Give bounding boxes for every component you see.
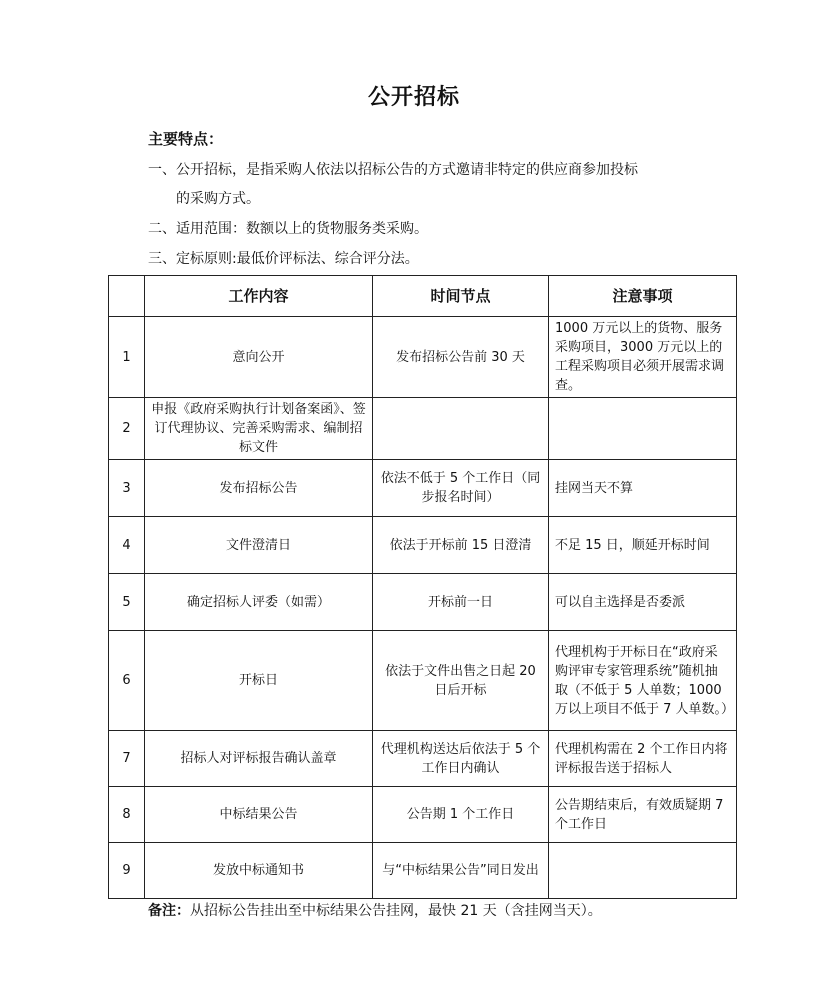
- row-note: 挂网当天不算: [549, 460, 737, 517]
- table-row: [109, 631, 737, 731]
- row-work: 发放中标通知书: [145, 843, 373, 899]
- header-time: 时间节点: [373, 276, 549, 317]
- row-number: 4: [109, 517, 145, 574]
- header-index: [109, 276, 145, 317]
- row-note: 可以自主选择是否委派: [549, 574, 737, 631]
- row-work: 发布招标公告: [145, 460, 373, 517]
- table-row: [109, 731, 737, 787]
- remark: [148, 900, 602, 920]
- row-number: 7: [109, 731, 145, 787]
- table-row: [109, 843, 737, 899]
- row-number: 1: [109, 317, 145, 398]
- row-note: 不足 15 日，顺延开标时间: [549, 517, 737, 574]
- table-row: [109, 317, 737, 398]
- page-title: 公开招标: [367, 85, 460, 110]
- row-note: [549, 398, 737, 460]
- header-work: 工作内容: [145, 276, 373, 317]
- row-number: 6: [109, 631, 145, 731]
- row-note: 代理机构于开标日在“政府采购评审专家管理系统”随机抽取（不低于 5 人单数；1000 万以上项目不低于 7 人单数。）: [549, 631, 737, 731]
- row-number: 2: [109, 398, 145, 460]
- table-row: [109, 398, 737, 460]
- point-1-line-1: 一、公开招标，是指采购人依法以招标公告的方式邀请非特定的供应商参加投标: [148, 162, 638, 178]
- point-3: 三、定标原则:最低价评标法、综合评分法。: [148, 251, 419, 267]
- table-row: [109, 460, 737, 517]
- row-work: 招标人对评标报告确认盖章: [145, 731, 373, 787]
- row-note: 1000 万元以上的货物、服务采购项目，3000 万元以上的工程采购项目必须开展需求调查。: [549, 317, 737, 398]
- row-note: 公告期结束后，有效质疑期 7 个工作日: [549, 787, 737, 843]
- row-work: 意向公开: [145, 317, 373, 398]
- remark-text: 从招标公告挂出至中标结果公告挂网，最快 21 天（含挂网当天）。: [190, 903, 602, 919]
- row-time: 开标前一日: [373, 574, 549, 631]
- table-row: [109, 787, 737, 843]
- row-time: 依法于文件出售之日起 20 日后开标: [373, 631, 549, 731]
- row-time: 依法于开标前 15 日澄清: [373, 517, 549, 574]
- process-table: [108, 275, 737, 899]
- point-2: 二、适用范围：数额以上的货物服务类采购。: [148, 221, 428, 237]
- row-number: 5: [109, 574, 145, 631]
- remark-label: 备注：: [148, 903, 190, 919]
- row-number: 3: [109, 460, 145, 517]
- table-header-row: [109, 276, 737, 317]
- row-number: 9: [109, 843, 145, 899]
- row-work: 中标结果公告: [145, 787, 373, 843]
- row-time: 依法不低于 5 个工作日（同步报名时间）: [373, 460, 549, 517]
- table-row: [109, 574, 737, 631]
- section-heading: 主要特点：: [148, 130, 224, 148]
- header-note: 注意事项: [549, 276, 737, 317]
- row-time: 公告期 1 个工作日: [373, 787, 549, 843]
- row-time: [373, 398, 549, 460]
- row-work: 申报《政府采购执行计划备案函》、签订代理协议、完善采购需求、编制招标文件: [145, 398, 373, 460]
- row-time: 发布招标公告前 30 天: [373, 317, 549, 398]
- row-work: 开标日: [145, 631, 373, 731]
- table-row: [109, 517, 737, 574]
- row-note: 代理机构需在 2 个工作日内将评标报告送于招标人: [549, 731, 737, 787]
- row-time: 代理机构送达后依法于 5 个工作日内确认: [373, 731, 549, 787]
- row-number: 8: [109, 787, 145, 843]
- row-note: [549, 843, 737, 899]
- row-time: 与“中标结果公告”同日发出: [373, 843, 549, 899]
- row-work: 文件澄清日: [145, 517, 373, 574]
- point-1-line-2: 的采购方式。: [176, 191, 260, 207]
- row-work: 确定招标人评委（如需）: [145, 574, 373, 631]
